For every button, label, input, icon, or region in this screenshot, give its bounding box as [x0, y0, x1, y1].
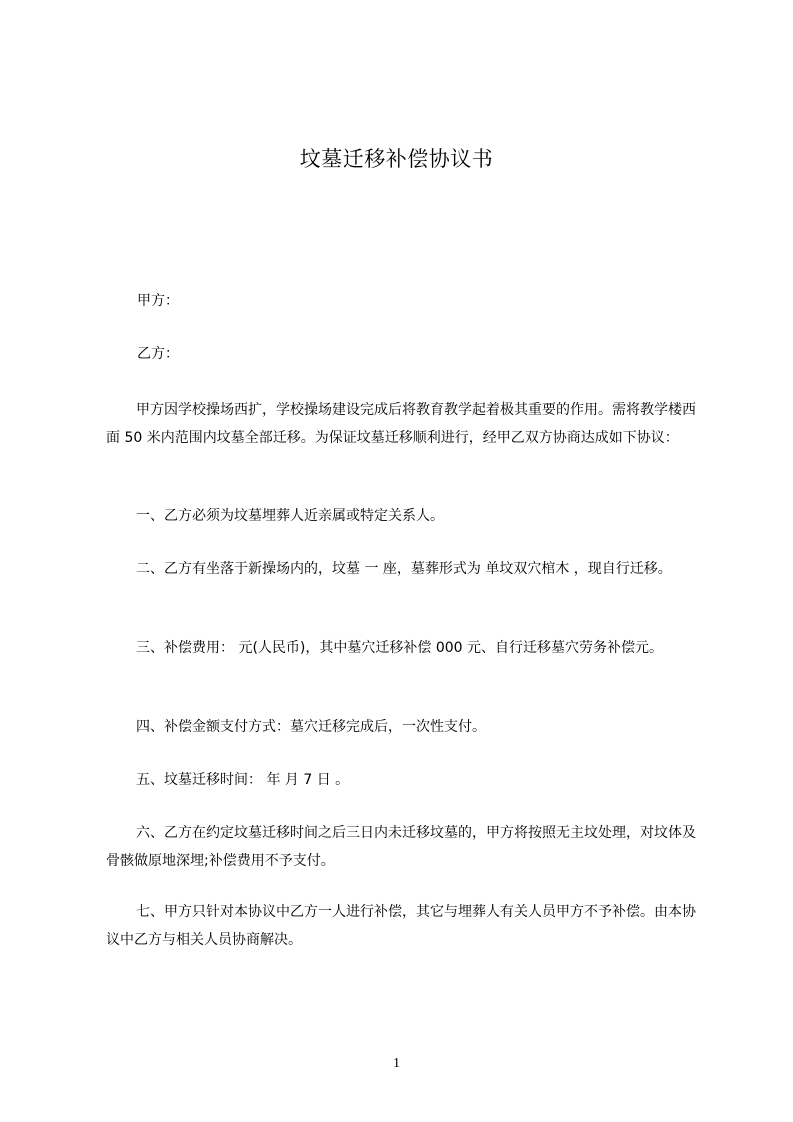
clause-1: 一、乙方必须为坟墓埋葬人近亲属或特定关系人。: [136, 508, 444, 524]
document-title: 坟墓迁移补偿协议书: [299, 147, 494, 171]
clause-7: 七、甲方只针对本协议中乙方一人进行补偿，其它与埋葬人有关人员甲方不予补偿。由本协议中乙方与相关人员协商解决。: [106, 904, 696, 948]
clause-3: 三、补偿费用： 元(人民币)，其中墓穴迁移补偿 000 元、自行迁移墓穴劳务补偿元。: [136, 640, 663, 656]
clause-4: 四、补偿金额支付方式：墓穴迁移完成后，一次性支付。: [136, 719, 486, 735]
intro-paragraph: 甲方因学校操场西扩，学校操场建设完成后将教育教学起着极其重要的作用。需将教学楼西面 50 米内范围内坟墓全部迁移。为保证坟墓迁移顺利进行，经甲乙双方协商达成如下协议：: [106, 402, 696, 446]
party-b-label: 乙方：: [137, 346, 179, 362]
page-number: 1: [393, 1056, 400, 1071]
party-a-label: 甲方：: [137, 293, 179, 309]
clause-5: 五、坟墓迁移时间： 年 月 7 日 。: [136, 772, 350, 788]
clause-6: 六、乙方在约定坟墓迁移时间之后三日内未迁移坟墓的，甲方将按照无主坟处理，对坟体及骨骸做原地深埋;补偿费用不予支付。: [106, 825, 696, 869]
clause-2: 二、乙方有坐落于新操场内的，坟墓 一 座，墓葬形式为 单坟双穴棺木 ，现自行迁移。: [136, 561, 672, 577]
